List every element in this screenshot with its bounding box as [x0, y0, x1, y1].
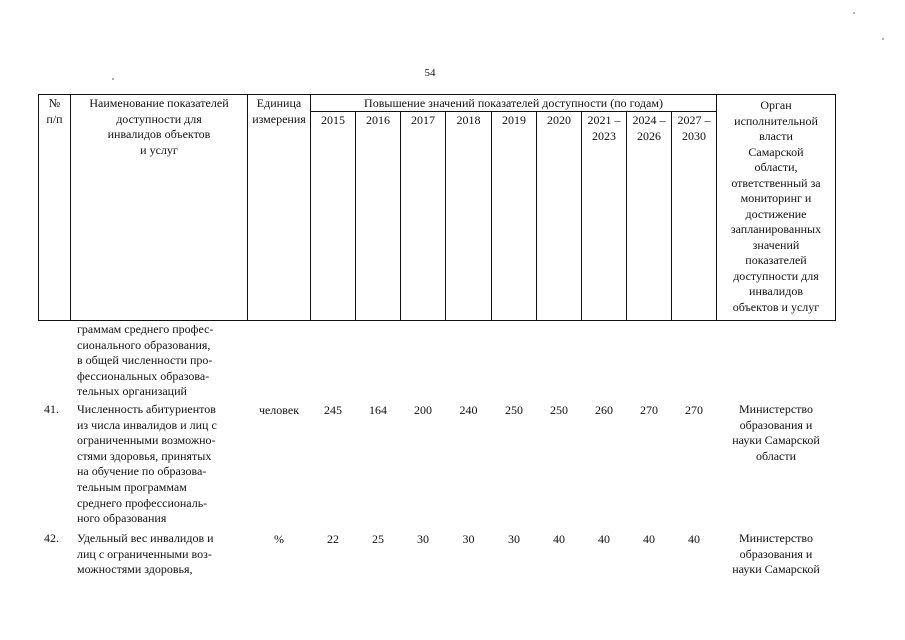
- row-value: 22: [327, 532, 339, 546]
- scan-speck: [853, 12, 855, 14]
- row-value: 40: [643, 532, 655, 546]
- row-value: 164: [369, 403, 387, 417]
- scan-speck: [882, 38, 884, 40]
- row-value: 270: [640, 403, 658, 417]
- header-col-years-group: Повышение значений показателей доступности (по годам): [364, 96, 663, 110]
- header-year-range-end: 2023: [592, 129, 616, 143]
- continuation-text: граммам среднего профес- сионального образования, в общей численности про- фессиональных образова- тельных организаций: [77, 322, 214, 399]
- row-value: 30: [417, 532, 429, 546]
- row-value: 245: [324, 403, 342, 417]
- header-year: 2018: [456, 113, 481, 127]
- row-unit: %: [274, 532, 284, 546]
- grid-line: [355, 111, 356, 321]
- grid-line: [247, 94, 248, 321]
- header-col-unit: Единица измерения: [252, 96, 306, 126]
- header-year-range-end: 2030: [682, 129, 706, 143]
- header-col-responsible-authority: Орган исполнительной власти Самарской области, ответственный за мониторинг и достижение запланированных значений показателей доступности для инвалидов объектов и услуг: [730, 98, 822, 314]
- row-indicator-name: Численность абитуриентов из числа инвалидов и лиц с ограниченными возможно- стями здоровья, принятых на обучение по образова- тельным программам среднего профессиональ- ного образования: [77, 402, 217, 526]
- header-year-range-start: 2027 –: [677, 113, 711, 127]
- row-value: 30: [462, 532, 475, 546]
- row-value: 270: [685, 403, 703, 417]
- row-value: 40: [598, 532, 610, 546]
- row-value: 250: [505, 403, 523, 417]
- header-year: 2017: [411, 113, 435, 127]
- row-number: 42.: [44, 531, 59, 545]
- grid-line: [38, 94, 39, 321]
- row-value: 40: [688, 532, 700, 546]
- row-value: 30: [508, 532, 520, 546]
- grid-line: [400, 111, 401, 321]
- grid-line: [310, 94, 311, 321]
- header-year: 2020: [547, 113, 571, 127]
- header-year: 2016: [366, 113, 390, 127]
- header-year-range-start: 2024 –: [632, 113, 666, 127]
- header-year-range-end: 2026: [637, 129, 661, 143]
- row-responsible-authority: Министерство образования и науки Самарской области: [732, 402, 820, 463]
- row-number: 41.: [44, 402, 59, 416]
- row-responsible-authority: Министерство образования и науки Самарской: [732, 531, 820, 577]
- grid-line: [835, 94, 836, 321]
- row-value: 250: [550, 403, 568, 417]
- header-col-indicator-name: Наименование показателей доступности для инвалидов объектов и услуг: [89, 96, 229, 157]
- grid-line: [445, 111, 446, 321]
- header-year-range-start: 2021 –: [587, 113, 621, 127]
- row-value: 25: [372, 532, 384, 546]
- page-number: 54: [424, 67, 436, 79]
- grid-line: [536, 111, 537, 321]
- grid-line: [491, 111, 492, 321]
- row-value: 40: [553, 532, 565, 546]
- header-year: 2015: [321, 113, 345, 127]
- row-value: 260: [595, 403, 613, 417]
- header-year: 2019: [502, 113, 526, 127]
- row-value: 240: [459, 403, 478, 417]
- row-unit: человек: [258, 403, 300, 417]
- row-value: 200: [414, 403, 432, 417]
- header-col-number: № п/п: [46, 96, 63, 126]
- scan-speck: [112, 78, 114, 80]
- row-indicator-name: Удельный вес инвалидов и лиц с ограниченными воз- можностями здоровья,: [77, 531, 214, 577]
